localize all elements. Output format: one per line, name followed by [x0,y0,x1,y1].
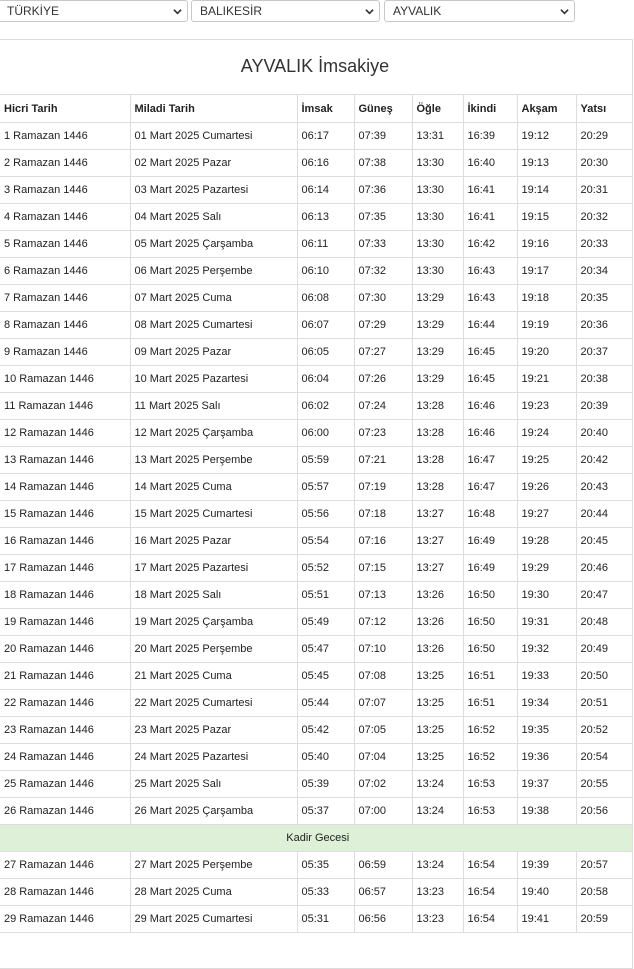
table-cell: 6 Ramazan 1446 [0,258,130,285]
table-cell: 16:41 [463,177,517,204]
table-cell: 16:48 [463,501,517,528]
table-row [0,312,632,339]
table-cell: 19:31 [517,609,576,636]
table-cell: 05:56 [297,501,354,528]
table-cell: 15 Mart 2025 Cumartesi [130,501,297,528]
table-cell: 20:46 [576,555,632,582]
table-row [0,528,632,555]
table-cell: 20:44 [576,501,632,528]
table-cell: 18 Mart 2025 Salı [130,582,297,609]
table-cell: 13:28 [412,420,463,447]
table-cell: 06:10 [297,258,354,285]
imsakiye-table [0,94,633,933]
table-cell: 13:28 [412,393,463,420]
table-cell: 13:28 [412,447,463,474]
table-cell: 19:35 [517,717,576,744]
table-cell: 16:51 [463,690,517,717]
table-cell: 16:43 [463,285,517,312]
table-cell: 27 Mart 2025 Perşembe [130,852,297,879]
table-cell: 13:30 [412,258,463,285]
table-row [0,366,632,393]
table-cell: 19:23 [517,393,576,420]
table-cell: 29 Mart 2025 Cumartesi [130,906,297,933]
table-cell: 05:33 [297,879,354,906]
table-cell: 16:50 [463,609,517,636]
table-cell: 13:29 [412,312,463,339]
chevron-down-icon [365,7,374,16]
table-cell: 17 Mart 2025 Pazartesi [130,555,297,582]
table-cell: 16:41 [463,204,517,231]
table-cell: 28 Mart 2025 Cuma [130,879,297,906]
table-cell: 16:44 [463,312,517,339]
table-cell: 06:57 [354,879,412,906]
table-cell: 10 Mart 2025 Pazartesi [130,366,297,393]
table-row [0,582,632,609]
table-cell: 05:51 [297,582,354,609]
table-cell: 07:04 [354,744,412,771]
table-cell: 06:00 [297,420,354,447]
table-cell: 19:14 [517,177,576,204]
table-cell: 16:47 [463,447,517,474]
table-row [0,420,632,447]
table-cell: 07:38 [354,150,412,177]
country-select[interactable] [0,0,188,22]
table-row [0,393,632,420]
table-cell: 07:13 [354,582,412,609]
province-select[interactable] [191,0,380,22]
table-cell: 21 Mart 2025 Cuma [130,663,297,690]
table-cell: 20:55 [576,771,632,798]
table-cell: 13:25 [412,717,463,744]
column-header: İkindi [463,95,517,123]
table-cell: 20:50 [576,663,632,690]
table-cell: 13:26 [412,609,463,636]
table-cell: 9 Ramazan 1446 [0,339,130,366]
table-cell: 05:42 [297,717,354,744]
table-cell: 05:37 [297,798,354,825]
table-cell: 19:26 [517,474,576,501]
table-cell: 19:16 [517,231,576,258]
table-cell: 19:21 [517,366,576,393]
table-cell: 13 Mart 2025 Perşembe [130,447,297,474]
table-cell: 05:35 [297,852,354,879]
location-filters [0,0,634,24]
table-cell: 1 Ramazan 1446 [0,123,130,150]
column-header: İmsak [297,95,354,123]
table-row [0,879,632,906]
table-cell: 05:44 [297,690,354,717]
table-cell: 27 Ramazan 1446 [0,852,130,879]
table-cell: 19:12 [517,123,576,150]
table-cell: 24 Ramazan 1446 [0,744,130,771]
table-cell: 05:40 [297,744,354,771]
table-cell: 14 Ramazan 1446 [0,474,130,501]
chevron-down-icon [173,7,182,16]
table-cell: 20:56 [576,798,632,825]
table-cell: 16:49 [463,555,517,582]
column-header: Hicri Tarih [0,95,130,123]
table-cell: 13:28 [412,474,463,501]
table-cell: 19:29 [517,555,576,582]
table-cell: 13:26 [412,636,463,663]
table-row [0,744,632,771]
table-cell: 13:29 [412,339,463,366]
table-cell: 06:13 [297,204,354,231]
table-cell: 06:16 [297,150,354,177]
table-cell: 16:52 [463,744,517,771]
table-cell: 16:39 [463,123,517,150]
table-cell: 05:47 [297,636,354,663]
table-row [0,555,632,582]
table-cell: 11 Mart 2025 Salı [130,393,297,420]
table-row [0,717,632,744]
country-select-value: TÜRKİYE [7,4,60,18]
table-cell: 07:36 [354,177,412,204]
table-cell: 7 Ramazan 1446 [0,285,130,312]
table-cell: 08 Mart 2025 Cumartesi [130,312,297,339]
table-cell: 13:27 [412,555,463,582]
table-cell: 05:49 [297,609,354,636]
table-row [0,177,632,204]
table-cell: 20:39 [576,393,632,420]
table-cell: 20:59 [576,906,632,933]
table-cell: 12 Mart 2025 Çarşamba [130,420,297,447]
table-cell: 13:30 [412,150,463,177]
table-cell: 20:34 [576,258,632,285]
table-cell: 09 Mart 2025 Pazar [130,339,297,366]
table-row [0,474,632,501]
table-cell: 20:47 [576,582,632,609]
table-cell: 16:40 [463,150,517,177]
table-row [0,663,632,690]
table-cell: 13:26 [412,582,463,609]
table-cell: 07:16 [354,528,412,555]
table-cell: 19:38 [517,798,576,825]
table-cell: 13:30 [412,231,463,258]
province-select-value: BALIKESİR [200,4,263,18]
table-cell: 19 Ramazan 1446 [0,609,130,636]
table-row [0,636,632,663]
table-row [0,447,632,474]
table-cell: 16:45 [463,366,517,393]
table-header-row [0,95,632,123]
table-cell: 16:45 [463,339,517,366]
table-cell: 16:49 [463,528,517,555]
table-row [0,231,632,258]
table-cell: 19:41 [517,906,576,933]
table-cell: 06:14 [297,177,354,204]
table-cell: 05:31 [297,906,354,933]
table-cell: 20:54 [576,744,632,771]
table-cell: 20:48 [576,609,632,636]
district-select-value: AYVALIK [393,4,442,18]
table-row [0,798,632,825]
table-cell: 16:54 [463,852,517,879]
table-cell: 13:25 [412,744,463,771]
table-cell: 19:34 [517,690,576,717]
table-cell: 05:59 [297,447,354,474]
table-cell: 16:47 [463,474,517,501]
table-cell: 16:42 [463,231,517,258]
table-cell: 2 Ramazan 1446 [0,150,130,177]
table-cell: 11 Ramazan 1446 [0,393,130,420]
table-cell: 20:29 [576,123,632,150]
table-cell: 05:54 [297,528,354,555]
column-header: Akşam [517,95,576,123]
table-cell: 19:37 [517,771,576,798]
table-cell: 20:36 [576,312,632,339]
table-cell: 13:27 [412,528,463,555]
table-cell: 28 Ramazan 1446 [0,879,130,906]
table-cell: 13:24 [412,798,463,825]
table-cell: 19:32 [517,636,576,663]
table-row [0,285,632,312]
column-header: Öğle [412,95,463,123]
table-cell: 20:30 [576,150,632,177]
table-row [0,123,632,150]
table-cell: 07:35 [354,204,412,231]
table-cell: 07:15 [354,555,412,582]
table-row [0,906,632,933]
table-cell: 20:45 [576,528,632,555]
table-row [0,609,632,636]
table-cell: 13:30 [412,204,463,231]
table-cell: 07:33 [354,231,412,258]
table-cell: 16:53 [463,771,517,798]
table-cell: 19:27 [517,501,576,528]
table-cell: 07:24 [354,393,412,420]
table-row [0,771,632,798]
table-cell: 13:31 [412,123,463,150]
table-cell: 20 Mart 2025 Perşembe [130,636,297,663]
kadir-gecesi-label: Kadir Gecesi [0,825,632,852]
district-select[interactable] [384,0,575,22]
table-cell: 19:15 [517,204,576,231]
column-header: Miladi Tarih [130,95,297,123]
table-cell: 20:42 [576,447,632,474]
table-cell: 19:25 [517,447,576,474]
table-cell: 07:02 [354,771,412,798]
table-cell: 07:21 [354,447,412,474]
table-cell: 06:59 [354,852,412,879]
table-cell: 10 Ramazan 1446 [0,366,130,393]
table-cell: 20:31 [576,177,632,204]
table-cell: 20:38 [576,366,632,393]
table-cell: 23 Mart 2025 Pazar [130,717,297,744]
table-cell: 4 Ramazan 1446 [0,204,130,231]
table-cell: 06:17 [297,123,354,150]
table-cell: 19:36 [517,744,576,771]
table-cell: 07:00 [354,798,412,825]
table-cell: 29 Ramazan 1446 [0,906,130,933]
table-cell: 16:54 [463,906,517,933]
table-cell: 16:53 [463,798,517,825]
table-cell: 05:45 [297,663,354,690]
table-cell: 07:12 [354,609,412,636]
column-header: Güneş [354,95,412,123]
table-cell: 20:52 [576,717,632,744]
table-cell: 20:51 [576,690,632,717]
table-cell: 25 Mart 2025 Salı [130,771,297,798]
column-header: Yatsı [576,95,632,123]
table-cell: 13:23 [412,906,463,933]
table-cell: 06:11 [297,231,354,258]
table-cell: 06 Mart 2025 Perşembe [130,258,297,285]
table-cell: 26 Mart 2025 Çarşamba [130,798,297,825]
table-cell: 05:52 [297,555,354,582]
table-cell: 19:13 [517,150,576,177]
table-cell: 13:25 [412,690,463,717]
table-cell: 20 Ramazan 1446 [0,636,130,663]
table-cell: 06:08 [297,285,354,312]
table-cell: 01 Mart 2025 Cumartesi [130,123,297,150]
table-cell: 22 Mart 2025 Cumartesi [130,690,297,717]
table-cell: 16:50 [463,636,517,663]
table-row [0,852,632,879]
table-cell: 13:29 [412,366,463,393]
table-cell: 19:40 [517,879,576,906]
table-cell: 06:04 [297,366,354,393]
table-cell: 07 Mart 2025 Cuma [130,285,297,312]
table-cell: 05 Mart 2025 Çarşamba [130,231,297,258]
table-cell: 16:46 [463,393,517,420]
table-cell: 13 Ramazan 1446 [0,447,130,474]
table-cell: 07:23 [354,420,412,447]
table-cell: 07:19 [354,474,412,501]
table-cell: 13:24 [412,852,463,879]
table-row [0,501,632,528]
table-cell: 19:17 [517,258,576,285]
table-cell: 19:28 [517,528,576,555]
table-cell: 20:58 [576,879,632,906]
table-cell: 07:05 [354,717,412,744]
table-cell: 21 Ramazan 1446 [0,663,130,690]
table-cell: 13:24 [412,771,463,798]
table-cell: 20:32 [576,204,632,231]
table-cell: 19:24 [517,420,576,447]
table-cell: 07:10 [354,636,412,663]
table-cell: 07:29 [354,312,412,339]
table-cell: 07:08 [354,663,412,690]
table-cell: 16:54 [463,879,517,906]
table-cell: 18 Ramazan 1446 [0,582,130,609]
chevron-down-icon [560,7,569,16]
table-cell: 19:19 [517,312,576,339]
table-cell: 19:39 [517,852,576,879]
table-row [0,150,632,177]
table-row [0,204,632,231]
table-cell: 22 Ramazan 1446 [0,690,130,717]
table-cell: 16:50 [463,582,517,609]
table-cell: 07:39 [354,123,412,150]
table-cell: 16:52 [463,717,517,744]
table-cell: 8 Ramazan 1446 [0,312,130,339]
table-cell: 07:18 [354,501,412,528]
table-cell: 06:05 [297,339,354,366]
table-cell: 06:56 [354,906,412,933]
table-cell: 05:57 [297,474,354,501]
table-cell: 20:40 [576,420,632,447]
table-cell: 07:30 [354,285,412,312]
table-cell: 16 Mart 2025 Pazar [130,528,297,555]
table-cell: 15 Ramazan 1446 [0,501,130,528]
table-body [0,123,632,933]
table-cell: 20:57 [576,852,632,879]
table-cell: 13:30 [412,177,463,204]
table-cell: 23 Ramazan 1446 [0,717,130,744]
table-cell: 05:39 [297,771,354,798]
table-cell: 19 Mart 2025 Çarşamba [130,609,297,636]
table-cell: 24 Mart 2025 Pazartesi [130,744,297,771]
table-cell: 20:43 [576,474,632,501]
table-cell: 13:27 [412,501,463,528]
table-cell: 16 Ramazan 1446 [0,528,130,555]
table-cell: 20:35 [576,285,632,312]
table-cell: 19:33 [517,663,576,690]
table-row [0,258,632,285]
table-cell: 26 Ramazan 1446 [0,798,130,825]
table-cell: 13:23 [412,879,463,906]
table-cell: 14 Mart 2025 Cuma [130,474,297,501]
table-cell: 07:26 [354,366,412,393]
table-cell: 06:02 [297,393,354,420]
table-cell: 13:29 [412,285,463,312]
table-cell: 20:49 [576,636,632,663]
table-cell: 02 Mart 2025 Pazar [130,150,297,177]
table-cell: 07:07 [354,690,412,717]
table-row [0,690,632,717]
table-cell: 07:27 [354,339,412,366]
kadir-gecesi-row [0,825,632,852]
table-cell: 3 Ramazan 1446 [0,177,130,204]
page-title: AYVALIK İmsakiye [240,56,390,76]
table-cell: 16:51 [463,663,517,690]
table-row [0,339,632,366]
table-cell: 19:18 [517,285,576,312]
table-cell: 20:37 [576,339,632,366]
table-cell: 19:30 [517,582,576,609]
table-cell: 03 Mart 2025 Pazartesi [130,177,297,204]
table-cell: 12 Ramazan 1446 [0,420,130,447]
table-cell: 16:46 [463,420,517,447]
table-cell: 17 Ramazan 1446 [0,555,130,582]
table-cell: 5 Ramazan 1446 [0,231,130,258]
table-cell: 19:20 [517,339,576,366]
table-cell: 04 Mart 2025 Salı [130,204,297,231]
table-cell: 20:33 [576,231,632,258]
table-cell: 13:25 [412,663,463,690]
table-cell: 07:32 [354,258,412,285]
table-cell: 16:43 [463,258,517,285]
table-cell: 25 Ramazan 1446 [0,771,130,798]
table-cell: 06:07 [297,312,354,339]
